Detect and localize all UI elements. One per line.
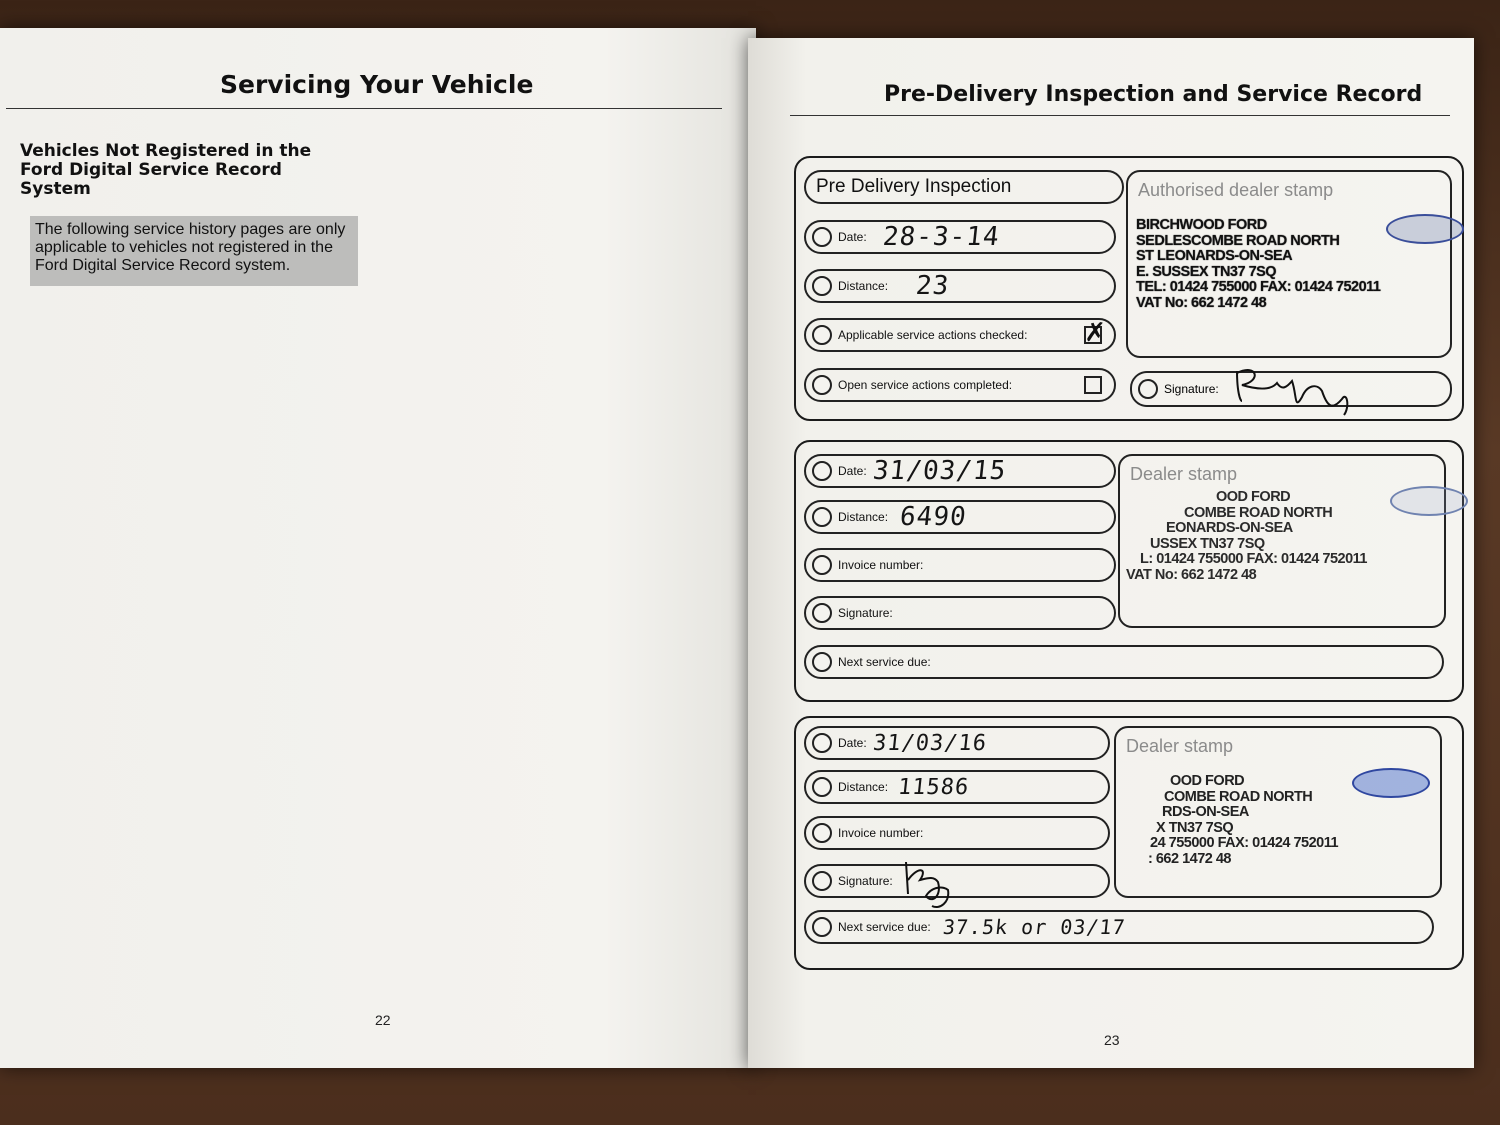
dealer-stamp-box (1114, 726, 1442, 898)
ford-logo-icon (1352, 768, 1430, 798)
check-mark-icon: ✗ (1084, 318, 1106, 348)
distance-field[interactable] (804, 770, 1110, 804)
date-label: Date: (838, 736, 867, 750)
radio-button[interactable] (812, 823, 832, 843)
radio-button[interactable] (812, 777, 832, 797)
radio-button[interactable] (812, 917, 832, 937)
section-heading: Vehicles Not Registered in the Ford Digital Service Record System (20, 141, 312, 199)
page-header-title: Servicing Your Vehicle (220, 70, 534, 99)
date-label: Date: (838, 230, 867, 244)
signature-field[interactable] (804, 864, 1110, 898)
header-rule (790, 115, 1450, 116)
signature-label: Signature: (838, 874, 893, 888)
distance-value: 6490 (898, 502, 969, 532)
next-service-label: Next service due: (838, 920, 931, 934)
signature-field[interactable] (804, 596, 1116, 630)
applicable-actions-label: Applicable service actions checked: (838, 328, 1028, 342)
signature-label: Signature: (1164, 382, 1219, 396)
distance-label: Distance: (838, 279, 889, 293)
date-field[interactable] (804, 220, 1116, 254)
ford-logo-icon (1390, 486, 1468, 516)
distance-value: 23 (914, 271, 951, 301)
stamp-label: Authorised dealer stamp (1138, 180, 1334, 200)
stamp-label: Dealer stamp (1126, 736, 1234, 756)
radio-button[interactable] (812, 276, 832, 296)
info-note: The following service history pages are only applicable to vehicles not registered in the Ford Digital Service Record system. (30, 216, 358, 286)
dealer-stamp-text: OOD FORD COMBE ROAD NORTH EONARDS-ON-SEA USSEX TN37 7SQ L: 01424 755000 FAX: 01424 752011 VAT No: 662 1472 48 (1126, 489, 1367, 583)
radio-button[interactable] (1138, 379, 1158, 399)
radio-button[interactable] (812, 461, 832, 481)
service-record-section (794, 716, 1464, 970)
invoice-label: Invoice number: (838, 826, 924, 840)
signature-field[interactable] (1130, 371, 1452, 407)
signature-scribble (898, 856, 958, 912)
next-service-field[interactable] (804, 645, 1444, 679)
open-actions-field[interactable] (804, 368, 1116, 402)
authorised-dealer-stamp-box (1126, 170, 1452, 358)
invoice-label: Invoice number: (838, 558, 924, 572)
distance-field[interactable] (804, 269, 1116, 303)
radio-button[interactable] (812, 871, 832, 891)
distance-label: Distance: (838, 510, 889, 524)
date-value: 31/03/15 (871, 456, 1008, 486)
next-service-field[interactable] (804, 910, 1434, 944)
radio-button[interactable] (812, 603, 832, 623)
ford-logo-icon (1386, 214, 1464, 244)
header-rule (6, 108, 722, 109)
radio-button[interactable] (812, 227, 832, 247)
distance-field[interactable] (804, 500, 1116, 534)
pdi-record-section (794, 156, 1464, 421)
distance-value: 11586 (896, 774, 971, 800)
page-number: 22 (375, 1012, 391, 1028)
open-checkbox[interactable] (1084, 376, 1102, 394)
invoice-field[interactable] (804, 548, 1116, 582)
radio-button[interactable] (812, 375, 832, 395)
radio-button[interactable] (812, 652, 832, 672)
pdi-title: Pre Delivery Inspection (816, 176, 1012, 197)
next-service-label: Next service due: (838, 655, 931, 669)
page-header-title: Pre-Delivery Inspection and Service Record (884, 82, 1423, 107)
date-field[interactable] (804, 726, 1110, 760)
right-page (748, 38, 1474, 1068)
dealer-stamp-text: OOD FORD COMBE ROAD NORTH RDS-ON-SEA X TN37 7SQ 24 755000 FAX: 01424 752011 : 662 1472 48 (1148, 773, 1339, 867)
service-record-section (794, 440, 1464, 702)
radio-button[interactable] (812, 733, 832, 753)
date-field[interactable] (804, 454, 1116, 488)
radio-button[interactable] (812, 507, 832, 527)
next-service-value: 37.5k or 03/17 (941, 915, 1127, 939)
open-actions-label: Open service actions completed: (838, 378, 1013, 392)
signature-label: Signature: (838, 606, 893, 620)
pdi-title-box (804, 170, 1124, 204)
signature-scribble (1232, 361, 1372, 421)
stamp-label: Dealer stamp (1130, 464, 1238, 484)
page-number: 23 (1104, 1032, 1120, 1048)
invoice-field[interactable] (804, 816, 1110, 850)
distance-label: Distance: (838, 780, 889, 794)
date-label: Date: (838, 464, 867, 478)
radio-button[interactable] (812, 555, 832, 575)
left-page (0, 28, 756, 1068)
date-value: 31/03/16 (871, 730, 988, 756)
radio-button[interactable] (812, 325, 832, 345)
dealer-stamp-box (1118, 454, 1446, 628)
applicable-actions-field[interactable] (804, 318, 1116, 352)
date-value: 28-3-14 (881, 222, 1001, 252)
dealer-stamp-text: BIRCHWOOD FORD SEDLESCOMBE ROAD NORTH ST LEONARDS-ON-SEA E. SUSSEX TN37 7SQ TEL: 01424 755000 FAX: 01424 752011 VAT No: 662 1472 48 (1136, 217, 1381, 311)
